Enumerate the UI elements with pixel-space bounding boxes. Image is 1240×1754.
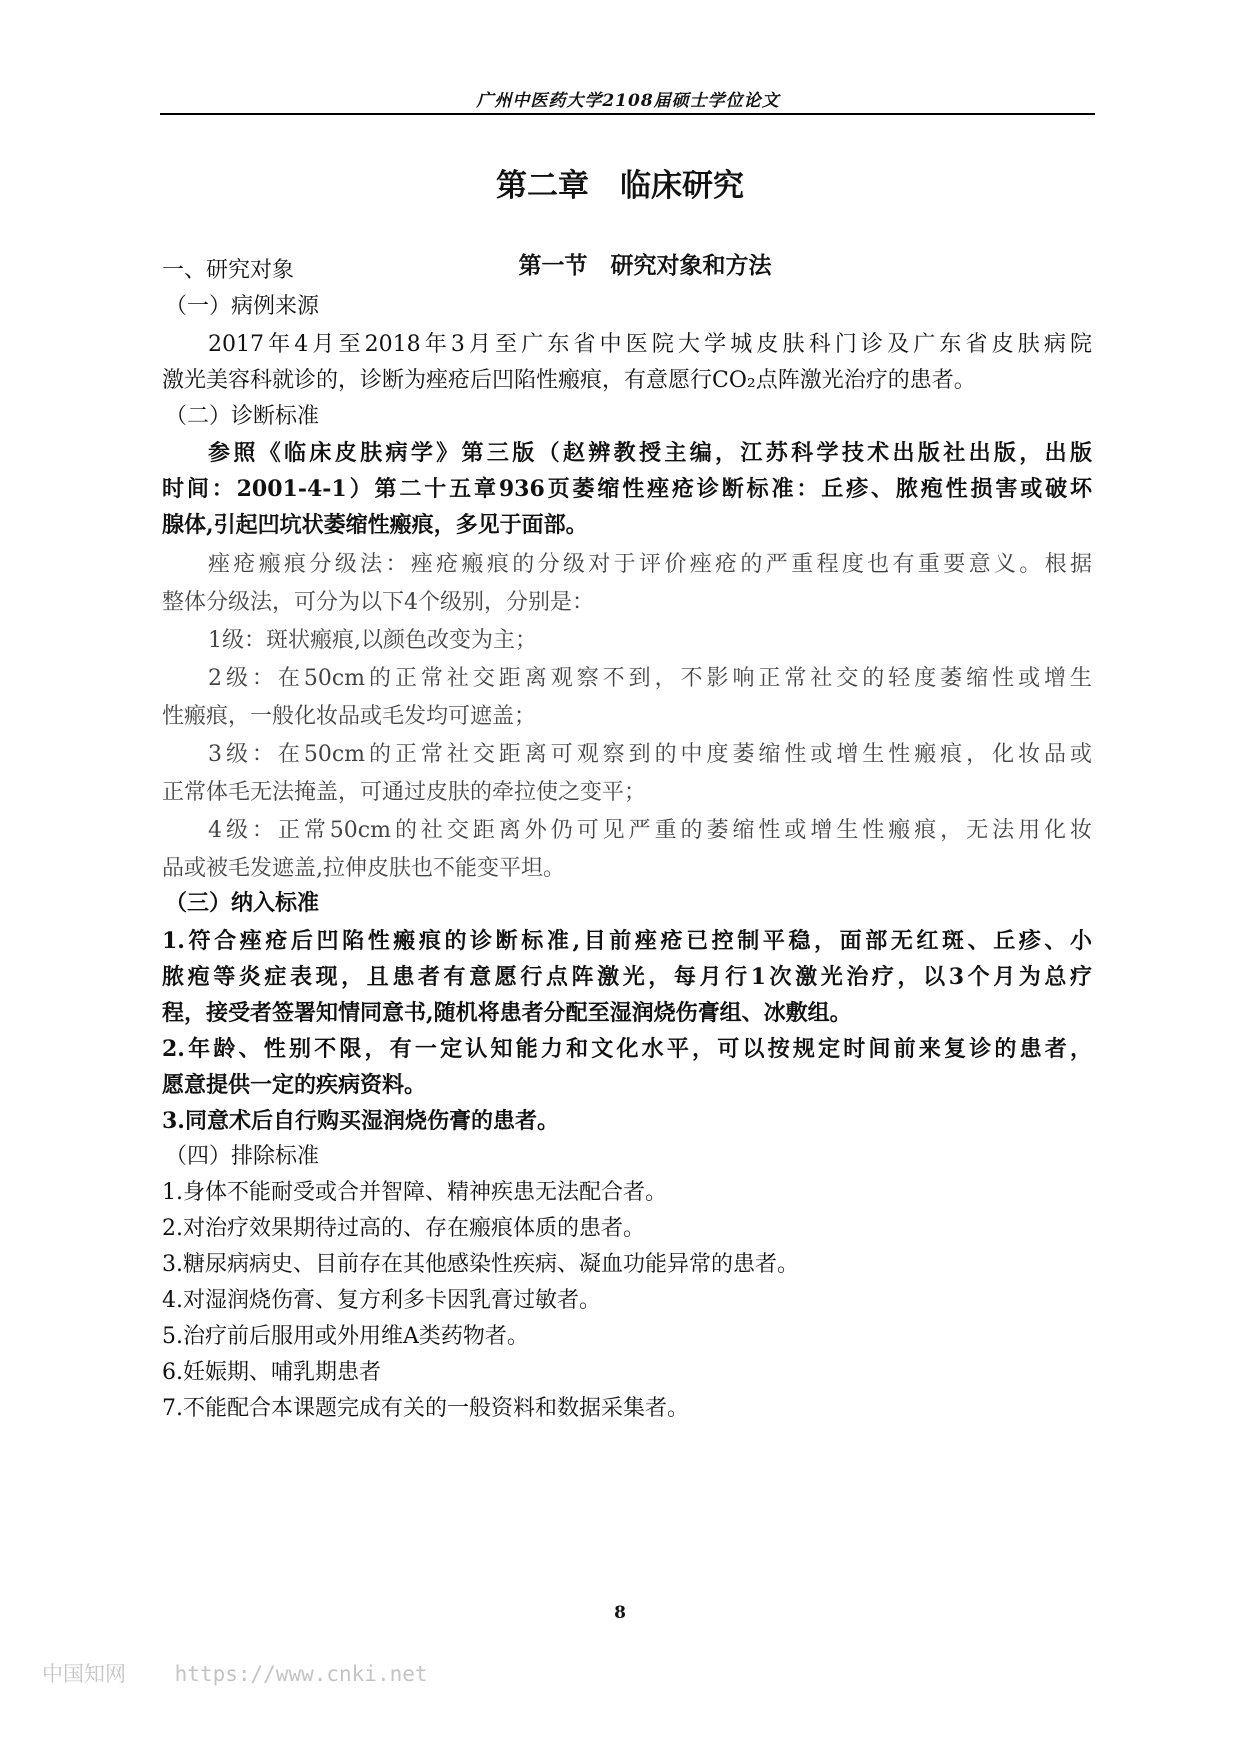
section-title: 第一节 研究对象和方法 (518, 253, 772, 279)
paragraph-line: 愿意提供一定的疾病资料。 (162, 1072, 427, 1098)
paragraph-line: 痤疮瘢痕分级法：痤疮瘢痕的分级对于评价痤疮的严重程度也有重要意义。根据 (208, 552, 1092, 577)
subheading-case-source: （一）病例来源 (165, 294, 320, 319)
grade-item: 3级：在50cm的正常社交距离可观察到的中度萎缩性或增生性瘢痕，化妆品或 (208, 742, 1092, 767)
watermark-site-name: 中国知网 (42, 1662, 126, 1686)
page-number: 8 (614, 1603, 626, 1623)
paragraph-line: 程，接受者签署知情同意书,随机将患者分配至湿润烧伤膏组、冰敷组。 (162, 1000, 852, 1026)
chapter-title: 第二章 临床研究 (496, 168, 744, 204)
list-item: 6.妊娠期、哺乳期患者 (162, 1360, 381, 1385)
paragraph-line: 参照《临床皮肤病学》第三版（赵辨教授主编，江苏科学技术出版社出版，出版 (208, 440, 1092, 466)
list-item: 1.符合痤疮后凹陷性瘢痕的诊断标准,目前痤疮已控制平稳，面部无红斑、丘疹、小 (162, 928, 1092, 954)
running-header: 广州中医药大学2108届硕士学位论文 (476, 91, 780, 111)
list-item: 4.对湿润烧伤膏、复方利多卡因乳膏过敏者。 (162, 1288, 601, 1313)
list-item: 1.身体不能耐受或合并智障、精神疾患无法配合者。 (162, 1180, 667, 1205)
paragraph-line: 脓疱等炎症表现，且患者有意愿行点阵激光，每月行1次激光治疗，以3个月为总疗 (162, 964, 1092, 990)
list-item: 3.同意术后自行购买湿润烧伤膏的患者。 (162, 1108, 559, 1134)
subheading-exclusion: （四）排除标准 (165, 1144, 320, 1169)
paragraph-line: 品或被毛发遮盖,拉伸皮肤也不能变平坦。 (162, 856, 565, 881)
paragraph-line: 整体分级法，可分为以下4个级别，分别是： (162, 590, 594, 615)
list-item: 3.糖尿病病史、目前存在其他感染性疾病、凝血功能异常的患者。 (162, 1252, 799, 1277)
grade-item: 1级：斑状瘢痕,以颜色改变为主； (208, 628, 537, 653)
paragraph-line: 2017年4月至2018年3月至广东省中医院大学城皮肤科门诊及广东省皮肤病院 (208, 332, 1092, 357)
paragraph-line: 正常体毛无法掩盖，可通过皮肤的牵拉使之变平； (162, 780, 647, 805)
subheading-inclusion: （三）纳入标准 (165, 890, 320, 916)
watermark-url: https://www.cnki.net (174, 1662, 428, 1686)
list-item: 2.对治疗效果期待过高的、存在瘢痕体质的患者。 (162, 1216, 645, 1241)
list-item: 7.不能配合本课题完成有关的一般资料和数据采集者。 (162, 1396, 689, 1421)
paragraph-line: 腺体,引起凹坑状萎缩性瘢痕，多见于面部。 (162, 512, 588, 538)
subheading-diagnosis: （二）诊断标准 (165, 404, 320, 429)
paragraph-line: 性瘢痕，一般化妆品或毛发均可遮盖； (162, 704, 537, 729)
grade-item: 2级：在50cm的正常社交距离观察不到，不影响正常社交的轻度萎缩性或增生 (208, 666, 1092, 691)
list-item: 2.年龄、性别不限，有一定认知能力和文化水平，可以按规定时间前来复诊的患者， (162, 1036, 1092, 1062)
heading-research-subjects: 一、研究对象 (162, 258, 295, 283)
paragraph-line: 激光美容科就诊的，诊断为痤疮后凹陷性瘢痕，有意愿行CO₂点阵激光治疗的患者。 (162, 368, 976, 393)
header-rule (160, 113, 1095, 115)
grade-item: 4级：正常50cm的社交距离外仍可见严重的萎缩性或增生性瘢痕，无法用化妆 (208, 818, 1092, 843)
paragraph-line: 时间：2001-4-1）第二十五章936页萎缩性痤疮诊断标准：丘疹、脓疱性损害或破坏 (162, 476, 1092, 502)
list-item: 5.治疗前后服用或外用维A类药物者。 (162, 1324, 529, 1349)
cnki-watermark (42, 1658, 428, 1688)
